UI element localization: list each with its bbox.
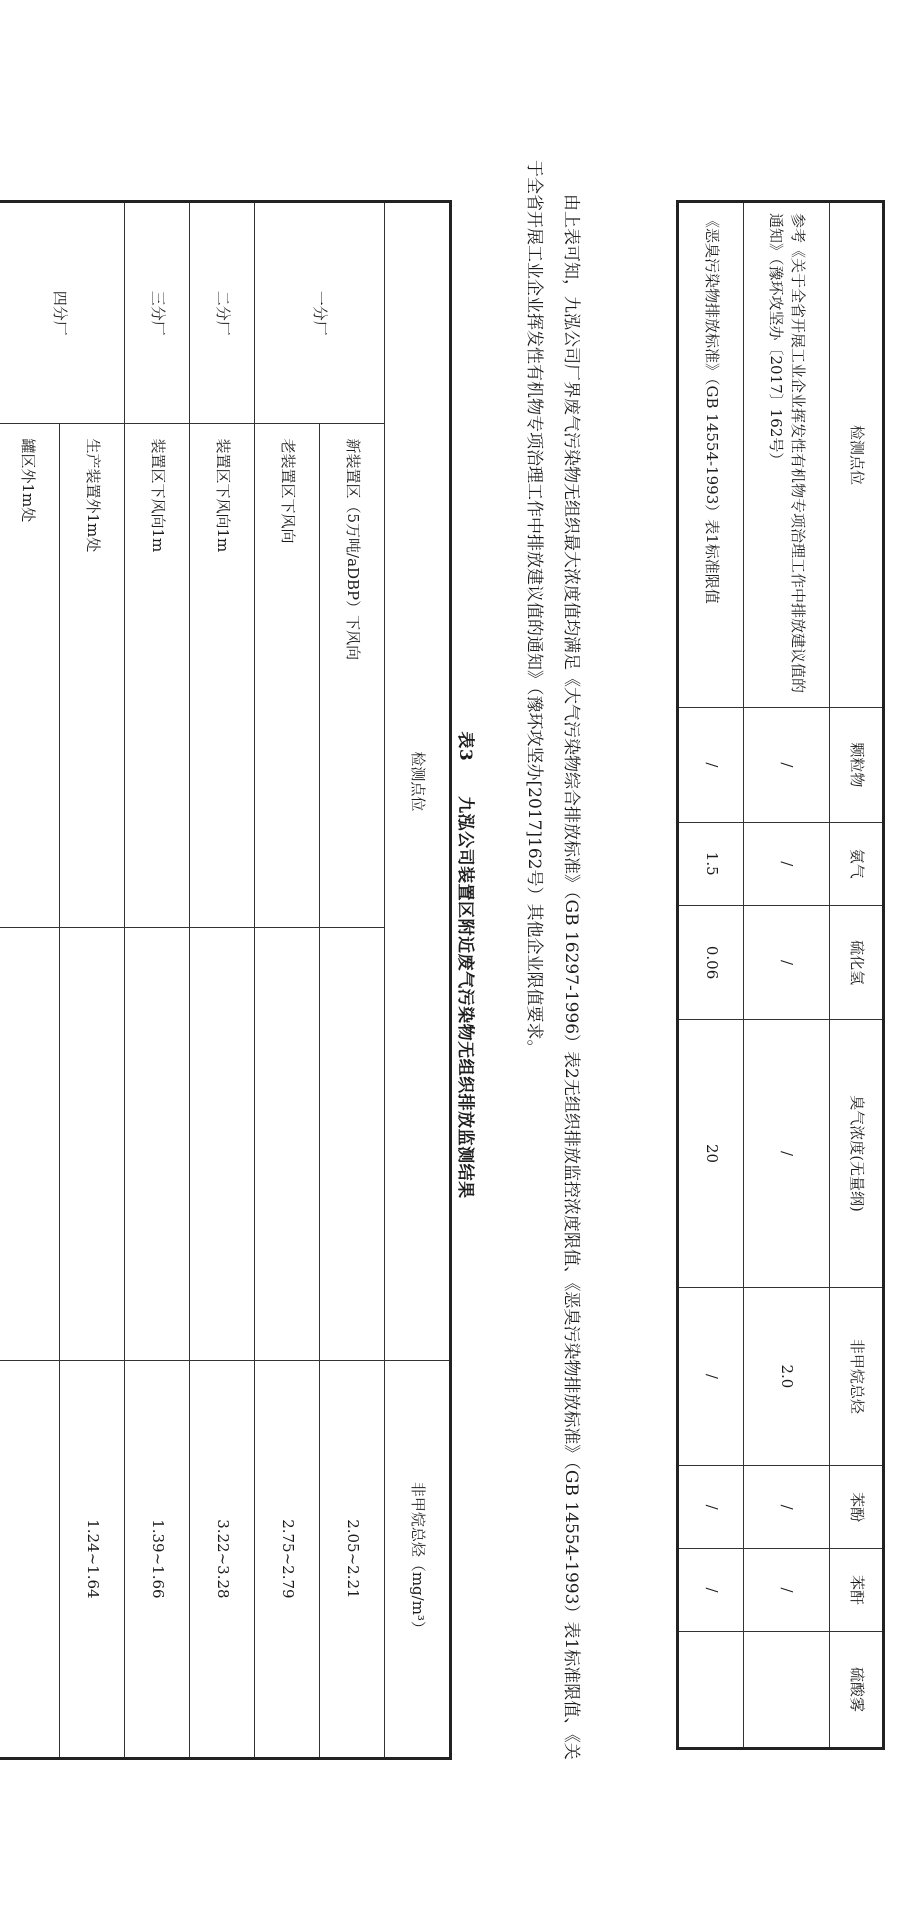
header-cell: 颗粒物 xyxy=(830,708,884,823)
value-cell xyxy=(0,1360,60,1758)
blank-cell xyxy=(0,927,60,1360)
table-cell: / xyxy=(744,1549,830,1632)
table-cell: / xyxy=(744,822,830,905)
table-row xyxy=(190,202,255,1759)
header-cell: 氨气 xyxy=(830,822,884,905)
header-cell: 硫酸雾 xyxy=(830,1632,884,1749)
table-row xyxy=(60,202,125,1759)
header-cell: 苯酐 xyxy=(830,1549,884,1632)
table-cell xyxy=(744,1632,830,1749)
value-cell: 1.24~1.64 xyxy=(60,1360,125,1758)
table-cell: / xyxy=(678,1466,744,1549)
conclusion-paragraph: 由上表可知，九泓公司厂界废气污染物无组织最大浓度值均满足《大气污染物综合排放标准》（GB 16297-1996）表2无组织排放监控浓度限值、《恶臭污染物排放标准》（GB 14554-1993）表1标准限值、《关于全省开展工业企业挥发性有机物专项治理工作中排放建议值的通知》（豫环攻坚办[2017]162号）其他企业限值要求。 xyxy=(524,160,581,1760)
table-cell: 0.06 xyxy=(678,905,744,1020)
header-cell: 硫化氢 xyxy=(830,905,884,1020)
limits-table xyxy=(676,200,885,1750)
plant-cell: 一分厂 xyxy=(255,202,385,424)
table-row xyxy=(385,202,451,1759)
value-cell: 3.22~3.28 xyxy=(190,1360,255,1758)
location-cell: 装置区下风向1m xyxy=(190,424,255,927)
table-row xyxy=(744,202,830,1749)
header-cell: 非甲烷总烃（mg/m³） xyxy=(385,1360,451,1758)
location-cell: 装置区下风向1m xyxy=(125,424,190,927)
location-cell: 老装置区下风向 xyxy=(255,424,320,927)
table-cell: / xyxy=(678,1549,744,1632)
monitoring-results-table xyxy=(0,200,452,1760)
row-label: 《恶臭污染物排放标准》（GB 14554-1993）表1标准限值 xyxy=(678,202,744,708)
header-cell: 苯酚 xyxy=(830,1466,884,1549)
table-cell: 2.0 xyxy=(744,1287,830,1466)
plant-cell: 三分厂 xyxy=(125,202,190,424)
table-cell: / xyxy=(678,1287,744,1466)
plant-cell: 二分厂 xyxy=(190,202,255,424)
plant-cell: 四分厂 xyxy=(0,202,125,424)
table-title: 表3 九泓公司装置区附近废气污染物无组织排放监测结果 xyxy=(455,731,475,1199)
header-cell: 非甲烷总烃 xyxy=(830,1287,884,1466)
table-row xyxy=(125,202,190,1759)
table-cell: / xyxy=(744,708,830,823)
blank-cell xyxy=(320,927,385,1360)
table-cell: / xyxy=(744,1466,830,1549)
blank-cell xyxy=(125,927,190,1360)
row-label: 参考《关于全省开展工业企业挥发性有机物专项治理工作中排放建议值的通知》（豫环攻坚办〔2017〕162号） xyxy=(744,202,830,708)
table-cell xyxy=(678,1632,744,1749)
blank-cell xyxy=(60,927,125,1360)
table-cell: / xyxy=(744,905,830,1020)
table-row xyxy=(255,202,320,1759)
header-cell: 检测点位 xyxy=(385,202,451,1361)
table-cell: 1.5 xyxy=(678,822,744,905)
blank-cell xyxy=(190,927,255,1360)
table-cell: 20 xyxy=(678,1020,744,1287)
table-cell: / xyxy=(744,1020,830,1287)
value-cell: 1.39~1.66 xyxy=(125,1360,190,1758)
header-cell: 臭气浓度(无量纲) xyxy=(830,1020,884,1287)
location-cell: 罐区外1m处 xyxy=(0,424,60,927)
value-cell: 2.75~2.79 xyxy=(255,1360,320,1758)
location-cell: 新装置区（5万吨/aDBP）下风向 xyxy=(320,424,385,927)
table-cell: / xyxy=(678,708,744,823)
blank-cell xyxy=(255,927,320,1360)
header-cell: 检测点位 xyxy=(830,202,884,708)
location-cell: 生产装置外1m处 xyxy=(60,424,125,927)
table-row xyxy=(0,202,60,1759)
table-row xyxy=(678,202,744,1749)
value-cell: 2.05~2.21 xyxy=(320,1360,385,1758)
table-row xyxy=(320,202,385,1759)
table-row xyxy=(830,202,884,1749)
